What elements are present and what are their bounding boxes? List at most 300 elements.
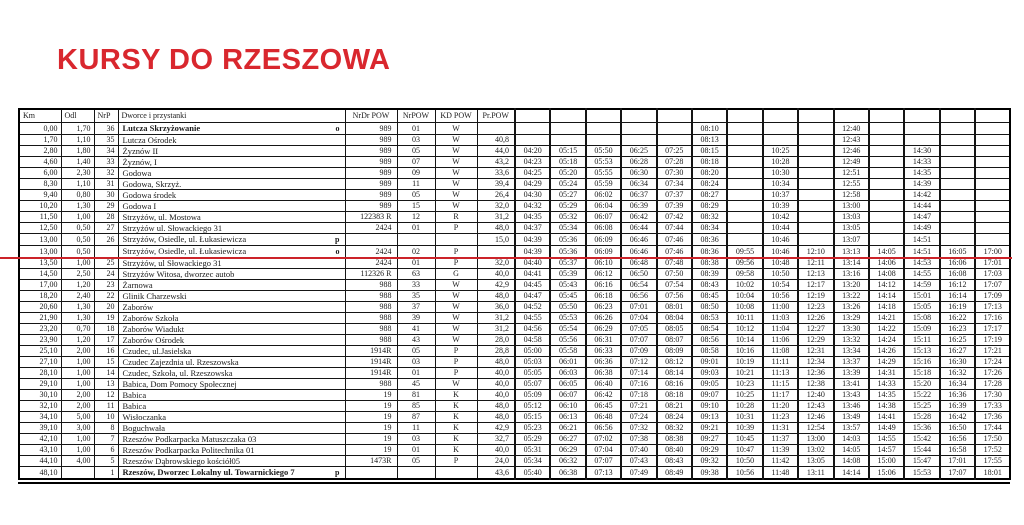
- station-cell: [118, 313, 345, 324]
- time-cell: 06:04: [586, 201, 621, 212]
- time-cell: 06:34: [621, 179, 656, 190]
- nrpow-cell: 41: [397, 324, 435, 335]
- nrp-cell: 19: [94, 313, 118, 324]
- time-cell: [869, 157, 904, 168]
- time-cell: [940, 212, 975, 223]
- time-cell: 06:42: [621, 212, 656, 223]
- km-cell: 43,10: [19, 445, 61, 456]
- station-cell: [118, 291, 345, 302]
- time-cell: 14:44: [904, 201, 939, 212]
- nrpow-cell: 05: [397, 146, 435, 157]
- km-cell: 21,90: [19, 313, 61, 324]
- time-cell: 10:12: [727, 324, 762, 335]
- time-cell: 10:56: [763, 291, 798, 302]
- km-cell: 20,60: [19, 302, 61, 313]
- station-name: Czudec, Szkoła, ul. Rzeszowska: [122, 368, 233, 378]
- time-cell: 17:44: [975, 423, 1010, 434]
- time-cell: [940, 135, 975, 146]
- station-name: Lutcza Skrzyżowanie: [122, 123, 201, 133]
- time-cell: 10:21: [727, 368, 762, 379]
- time-cell: 06:38: [586, 368, 621, 379]
- time-cell: 14:51: [904, 234, 939, 246]
- time-cell: 13:39: [834, 368, 869, 379]
- time-cell: 09:29: [692, 445, 727, 456]
- time-cell: 17:55: [975, 456, 1010, 467]
- nrdr-pow-cell: 122383 R: [345, 212, 397, 223]
- pr-pow-cell: 31,2: [477, 324, 515, 335]
- time-cell: 06:56: [586, 423, 621, 434]
- time-cell: [869, 201, 904, 212]
- time-cell: 08:10: [692, 123, 727, 135]
- station-name: Czudec, ul.Jasielska: [122, 346, 192, 356]
- odl-cell: 2,40: [61, 291, 94, 302]
- kd-pow-cell: W: [435, 379, 477, 390]
- time-cell: [975, 157, 1010, 168]
- time-cell: [940, 201, 975, 212]
- pr-pow-cell: 40,0: [477, 379, 515, 390]
- time-cell: 17:03: [975, 269, 1010, 280]
- pr-pow-cell: 31,2: [477, 313, 515, 324]
- odl-cell: 1,30: [61, 302, 94, 313]
- time-cell: [975, 123, 1010, 135]
- table-row: [19, 269, 1010, 280]
- station-wrap: [123, 412, 342, 422]
- time-cell: 13:00: [834, 201, 869, 212]
- time-cell: [798, 123, 833, 135]
- time-cell: 10:31: [727, 412, 762, 423]
- nrp-cell: 14: [94, 368, 118, 379]
- table-row: [19, 302, 1010, 313]
- timetable: [18, 108, 1011, 480]
- station-name: Czudec Zajezdnia ul. Rzeszowska: [122, 357, 239, 367]
- station-wrap: [123, 346, 342, 356]
- km-cell: 18,20: [19, 291, 61, 302]
- km-cell: 1,70: [19, 135, 61, 146]
- time-cell: 18:01: [975, 467, 1010, 480]
- time-column-header: [657, 109, 692, 123]
- time-cell: 15:08: [904, 313, 939, 324]
- time-cell: 10:39: [727, 423, 762, 434]
- time-cell: 13:32: [834, 335, 869, 346]
- time-cell: [621, 135, 656, 146]
- time-cell: [869, 234, 904, 246]
- time-cell: 07:28: [657, 157, 692, 168]
- time-cell: 14:08: [834, 456, 869, 467]
- kd-pow-cell: P: [435, 456, 477, 467]
- time-cell: 05:36: [550, 246, 585, 258]
- kd-pow-cell: W: [435, 291, 477, 302]
- time-cell: 07:38: [621, 434, 656, 445]
- time-cell: 10:16: [727, 346, 762, 357]
- time-cell: 06:09: [586, 234, 621, 246]
- station-wrap: [123, 190, 342, 200]
- time-cell: 06:07: [550, 390, 585, 401]
- time-cell: 17:09: [975, 291, 1010, 302]
- kd-pow-cell: R: [435, 212, 477, 223]
- odl-cell: 0,70: [61, 324, 94, 335]
- station-wrap: [123, 456, 342, 466]
- time-cell: 06:28: [621, 157, 656, 168]
- time-cell: 04:47: [515, 291, 550, 302]
- time-cell: 12:11: [798, 258, 833, 269]
- station-name: Zaborów Szkoła: [122, 313, 179, 323]
- kd-pow-cell: K: [435, 390, 477, 401]
- time-cell: 14:05: [834, 445, 869, 456]
- km-cell: 48,10: [19, 467, 61, 480]
- time-cell: 06:33: [586, 346, 621, 357]
- station-cell: [118, 346, 345, 357]
- time-cell: 13:26: [834, 302, 869, 313]
- time-cell: [727, 179, 762, 190]
- time-cell: 08:34: [692, 223, 727, 234]
- time-cell: 14:57: [869, 445, 904, 456]
- time-cell: 07:48: [657, 258, 692, 269]
- time-cell: 12:19: [798, 291, 833, 302]
- table-row: [19, 434, 1010, 445]
- nrpow-cell: 01: [397, 223, 435, 234]
- km-cell: 12,50: [19, 223, 61, 234]
- time-column-header: [798, 109, 833, 123]
- pr-pow-cell: 40,8: [477, 135, 515, 146]
- station-name: Strzyżów, ul Słowackiego 31: [122, 258, 222, 268]
- time-cell: 05:53: [586, 157, 621, 168]
- time-cell: 14:14: [834, 467, 869, 480]
- station-wrap: [123, 467, 342, 478]
- table-row: [19, 201, 1010, 212]
- time-cell: 14:47: [904, 212, 939, 223]
- nrdr-pow-cell: 988: [345, 291, 397, 302]
- time-cell: 08:56: [692, 335, 727, 346]
- station-name: Godowa I: [122, 201, 157, 211]
- time-cell: 12:26: [798, 313, 833, 324]
- pr-pow-cell: 40,0: [477, 269, 515, 280]
- time-column-header: [940, 109, 975, 123]
- station-cell: [118, 135, 345, 146]
- station-wrap: [123, 258, 342, 268]
- time-cell: 08:38: [692, 258, 727, 269]
- time-cell: 16:19: [940, 302, 975, 313]
- nrpow-cell: 35: [397, 291, 435, 302]
- time-cell: 12:58: [834, 190, 869, 201]
- station-wrap: [123, 335, 342, 345]
- time-cell: 12:46: [798, 412, 833, 423]
- km-cell: 32,10: [19, 401, 61, 412]
- odl-cell: 2,00: [61, 390, 94, 401]
- nrdr-pow-cell: 988: [345, 335, 397, 346]
- odl-cell: 1,00: [61, 445, 94, 456]
- time-cell: 14:33: [869, 379, 904, 390]
- time-cell: 05:29: [550, 201, 585, 212]
- time-cell: 08:13: [692, 135, 727, 146]
- time-cell: 07:43: [621, 456, 656, 467]
- station-cell: [118, 390, 345, 401]
- time-cell: 06:08: [586, 223, 621, 234]
- time-cell: 05:59: [586, 179, 621, 190]
- nrp-cell: 23: [94, 280, 118, 291]
- time-cell: [621, 123, 656, 135]
- kd-pow-cell: W: [435, 302, 477, 313]
- kd-pow-cell: W: [435, 135, 477, 146]
- time-cell: 09:32: [692, 456, 727, 467]
- station-wrap: [123, 269, 342, 279]
- time-cell: 05:18: [550, 157, 585, 168]
- station-cell: [118, 190, 345, 201]
- table-row: [19, 324, 1010, 335]
- time-cell: [727, 123, 762, 135]
- nrpow-cell: 03: [397, 135, 435, 146]
- nrdr-pow-cell: 988: [345, 302, 397, 313]
- station-cell: [118, 401, 345, 412]
- time-cell: 06:10: [586, 258, 621, 269]
- time-cell: [869, 223, 904, 234]
- time-cell: [798, 146, 833, 157]
- time-cell: [727, 146, 762, 157]
- pr-pow-cell: 24,0: [477, 456, 515, 467]
- km-cell: 23,90: [19, 335, 61, 346]
- kd-pow-cell: P: [435, 223, 477, 234]
- time-cell: 07:13: [586, 467, 621, 480]
- time-cell: 11:04: [763, 324, 798, 335]
- time-cell: 05:53: [550, 313, 585, 324]
- time-cell: [586, 123, 621, 135]
- kd-pow-cell: P: [435, 346, 477, 357]
- time-cell: 16:12: [940, 280, 975, 291]
- station-cell: [118, 223, 345, 234]
- nrdr-pow-cell: 1473R: [345, 456, 397, 467]
- time-cell: [515, 135, 550, 146]
- time-cell: [975, 212, 1010, 223]
- time-cell: 09:58: [727, 269, 762, 280]
- time-cell: 15:01: [904, 291, 939, 302]
- station-name: Strzyżów ul. Słowackiego 31: [122, 223, 223, 233]
- time-cell: 10:25: [763, 146, 798, 157]
- station-name: Zaborów Wiadukt: [122, 324, 185, 334]
- kd-pow-cell: W: [435, 157, 477, 168]
- time-cell: 07:01: [621, 302, 656, 313]
- time-cell: [727, 234, 762, 246]
- time-cell: 15:13: [904, 346, 939, 357]
- time-cell: 16:42: [940, 412, 975, 423]
- table-row: [19, 467, 1010, 480]
- station-cell: [118, 423, 345, 434]
- odl-cell: 1,40: [61, 157, 94, 168]
- time-cell: [869, 168, 904, 179]
- table-row: [19, 123, 1010, 135]
- km-cell: 34,10: [19, 412, 61, 423]
- nrp-cell: 16: [94, 346, 118, 357]
- kd-pow-cell: W: [435, 324, 477, 335]
- time-cell: [798, 190, 833, 201]
- pr-pow-cell: 42,9: [477, 423, 515, 434]
- nrp-cell: 35: [94, 135, 118, 146]
- nrpow-cell: 05: [397, 456, 435, 467]
- time-cell: 17:33: [975, 401, 1010, 412]
- pr-pow-cell: 48,0: [477, 291, 515, 302]
- time-cell: 14:18: [869, 302, 904, 313]
- nrpow-cell: 63: [397, 269, 435, 280]
- time-cell: 05:12: [515, 401, 550, 412]
- time-cell: 06:36: [586, 357, 621, 368]
- time-cell: [869, 179, 904, 190]
- time-column-header: [621, 109, 656, 123]
- pr-pow-cell: 33,6: [477, 168, 515, 179]
- time-cell: 11:39: [763, 445, 798, 456]
- time-cell: 10:50: [727, 456, 762, 467]
- nrpow-cell: 37: [397, 302, 435, 313]
- time-cell: 06:16: [586, 280, 621, 291]
- time-cell: 13:11: [798, 467, 833, 480]
- time-cell: 08:09: [657, 346, 692, 357]
- pr-pow-cell: [477, 123, 515, 135]
- time-column-header: [515, 109, 550, 123]
- time-cell: 05:45: [550, 291, 585, 302]
- time-cell: 14:14: [869, 291, 904, 302]
- time-cell: 14:12: [869, 280, 904, 291]
- km-cell: 11,50: [19, 212, 61, 223]
- pr-pow-cell: 40,0: [477, 390, 515, 401]
- time-cell: 05:29: [515, 434, 550, 445]
- time-cell: 06:42: [586, 390, 621, 401]
- time-cell: 07:32: [621, 423, 656, 434]
- time-cell: 08:45: [692, 291, 727, 302]
- station-cell: [118, 434, 345, 445]
- table-row: [19, 412, 1010, 423]
- page-title: KURSY DO RZESZOWA: [57, 44, 391, 76]
- time-cell: 15:22: [904, 390, 939, 401]
- time-cell: 06:39: [621, 201, 656, 212]
- time-cell: 10:48: [763, 258, 798, 269]
- time-cell: 04:52: [515, 302, 550, 313]
- time-cell: [975, 168, 1010, 179]
- time-column-header: [763, 109, 798, 123]
- nrpow-cell: 39: [397, 313, 435, 324]
- time-cell: 09:27: [692, 434, 727, 445]
- time-cell: 15:53: [904, 467, 939, 480]
- time-cell: [975, 190, 1010, 201]
- station-wrap: [123, 324, 342, 334]
- time-cell: 08:36: [692, 246, 727, 258]
- nrp-cell: 29: [94, 201, 118, 212]
- time-cell: 07:05: [621, 324, 656, 335]
- time-cell: 08:54: [692, 324, 727, 335]
- time-cell: [975, 135, 1010, 146]
- time-cell: 06:40: [586, 379, 621, 390]
- time-cell: 14:06: [869, 258, 904, 269]
- time-cell: [869, 146, 904, 157]
- pr-pow-cell: 39,4: [477, 179, 515, 190]
- time-cell: 14:55: [904, 269, 939, 280]
- time-cell: 10:42: [763, 212, 798, 223]
- time-cell: 15:18: [904, 368, 939, 379]
- kd-pow-cell: K: [435, 434, 477, 445]
- odl-cell: 2,30: [61, 168, 94, 179]
- table-row: [19, 456, 1010, 467]
- time-cell: 07:04: [586, 445, 621, 456]
- time-cell: 15:05: [904, 302, 939, 313]
- station-name: Rzeszów Podkarpacka Matuszczaka 03: [122, 434, 257, 444]
- station-name: Żarnowa: [122, 280, 153, 290]
- time-cell: 10:54: [763, 280, 798, 291]
- time-cell: 17:36: [975, 412, 1010, 423]
- time-cell: 17:16: [975, 313, 1010, 324]
- time-cell: 11:31: [763, 423, 798, 434]
- nrpow-cell: [397, 234, 435, 246]
- station-wrap: [123, 168, 342, 178]
- nrpow-cell: 11: [397, 423, 435, 434]
- nrp-cell: 28: [94, 212, 118, 223]
- time-cell: 13:34: [834, 346, 869, 357]
- time-column-header: [586, 109, 621, 123]
- station-wrap: [123, 146, 342, 156]
- station-name: Strzyżów, Osiedle, ul. Łukasiewicza: [122, 234, 247, 244]
- time-cell: 14:41: [869, 412, 904, 423]
- kd-pow-cell: W: [435, 335, 477, 346]
- time-cell: 14:03: [834, 434, 869, 445]
- odl-cell: 2,50: [61, 269, 94, 280]
- time-cell: 12:46: [834, 146, 869, 157]
- nrp-cell: 12: [94, 390, 118, 401]
- odl-cell: 1,20: [61, 335, 94, 346]
- time-cell: 13:13: [834, 246, 869, 258]
- time-cell: [727, 190, 762, 201]
- km-cell: 25,10: [19, 346, 61, 357]
- time-cell: 07:30: [657, 168, 692, 179]
- time-cell: 14:38: [869, 401, 904, 412]
- time-column-header: [869, 109, 904, 123]
- time-cell: 11:11: [763, 357, 798, 368]
- time-cell: 08:40: [657, 445, 692, 456]
- time-cell: 12:34: [798, 357, 833, 368]
- km-cell: 17,00: [19, 280, 61, 291]
- time-cell: 05:15: [515, 412, 550, 423]
- nrp-cell: 10: [94, 412, 118, 423]
- pr-pow-cell: 43,2: [477, 157, 515, 168]
- time-cell: 13:37: [834, 357, 869, 368]
- pr-pow-cell: 15,0: [477, 234, 515, 246]
- time-cell: 12:10: [798, 246, 833, 258]
- km-cell: 8,30: [19, 179, 61, 190]
- time-cell: 05:40: [515, 467, 550, 480]
- time-cell: 13:00: [798, 434, 833, 445]
- time-cell: 06:03: [550, 368, 585, 379]
- nrpow-cell: 87: [397, 412, 435, 423]
- time-cell: 06:30: [621, 168, 656, 179]
- time-cell: 08:53: [692, 313, 727, 324]
- km-cell: 30,10: [19, 390, 61, 401]
- time-cell: [727, 201, 762, 212]
- time-cell: 06:09: [586, 246, 621, 258]
- nrdr-pow-cell: 988: [345, 280, 397, 291]
- time-cell: 08:16: [657, 379, 692, 390]
- station-wrap: [123, 302, 342, 312]
- nrp-cell: 30: [94, 190, 118, 201]
- table-row: [19, 280, 1010, 291]
- time-cell: 08:21: [657, 401, 692, 412]
- time-cell: 13:46: [834, 401, 869, 412]
- nrdr-pow-cell: 989: [345, 168, 397, 179]
- time-cell: 15:28: [904, 412, 939, 423]
- time-cell: [940, 223, 975, 234]
- time-cell: 07:14: [621, 368, 656, 379]
- time-cell: 11:03: [763, 313, 798, 324]
- odl-cell: 4,00: [61, 456, 94, 467]
- time-cell: 08:05: [657, 324, 692, 335]
- time-cell: 12:29: [798, 335, 833, 346]
- odl-cell: 1,00: [61, 357, 94, 368]
- nrdr-pow-cell: 989: [345, 123, 397, 135]
- time-cell: 05:37: [550, 258, 585, 269]
- time-cell: 06:27: [550, 434, 585, 445]
